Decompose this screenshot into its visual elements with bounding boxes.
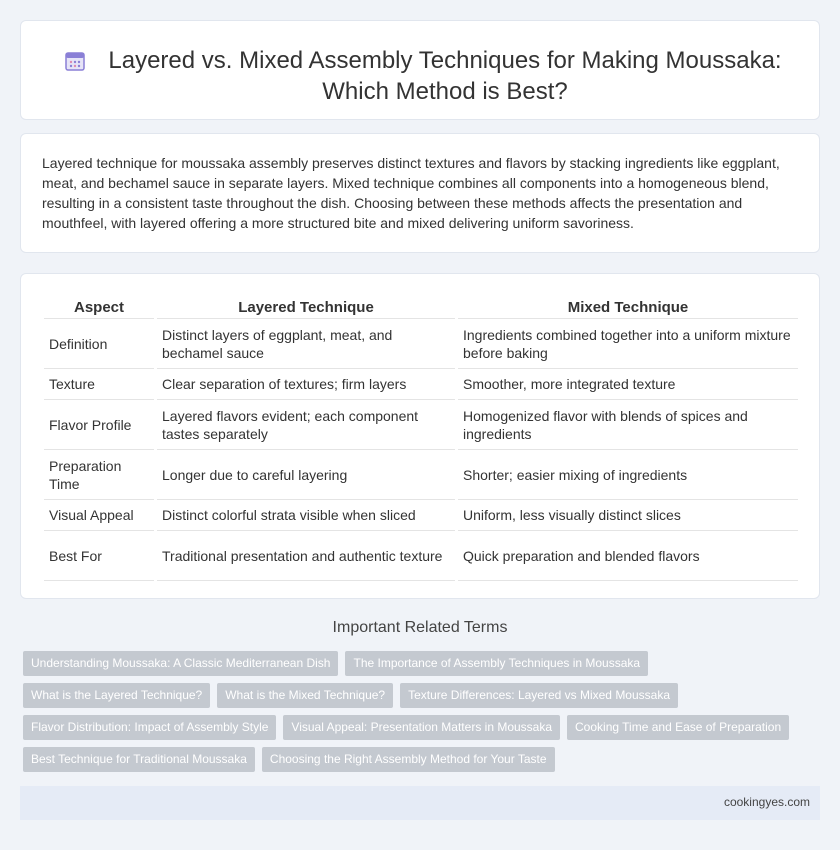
- calendar-icon: [63, 49, 87, 73]
- related-term-tag[interactable]: Best Technique for Traditional Moussaka: [23, 747, 255, 772]
- tag-row: [23, 683, 803, 708]
- table-cell: Distinct layers of eggplant, meat, and bechamel sauce: [157, 319, 455, 369]
- table-row: [44, 450, 798, 500]
- table-cell: Flavor Profile: [44, 400, 154, 450]
- table-cell: Visual Appeal: [44, 500, 154, 531]
- table-cell: Distinct colorful strata visible when sliced: [157, 500, 455, 531]
- table-cell: Best For: [44, 531, 154, 581]
- related-term-tag[interactable]: What is the Layered Technique?: [23, 683, 210, 708]
- intro-card: [20, 133, 820, 253]
- tag-row: [23, 747, 803, 772]
- table-cell: Traditional presentation and authentic texture: [157, 531, 455, 581]
- related-terms-list: [23, 651, 803, 779]
- header-aspect: Aspect: [44, 292, 154, 319]
- intro-paragraph: Layered technique for moussaka assembly preserves distinct textures and flavors by stacking ingredients like eggplant, meat, and bechamel sauce in separate layers. Mixed technique combines all components into a homogeneous blend, resulting in a consistent taste throughout the dish. Choosing between these methods affects the presentation and mouthfeel, with layered offering a more structured bite and mixed delivering uniform savoriness.: [42, 155, 780, 231]
- footer: [20, 786, 820, 820]
- table-row: [44, 400, 798, 450]
- header-mixed: Mixed Technique: [458, 292, 798, 319]
- related-term-tag[interactable]: Choosing the Right Assembly Method for Your Taste: [262, 747, 555, 772]
- table-cell: Smoother, more integrated texture: [458, 369, 798, 400]
- related-term-tag[interactable]: Visual Appeal: Presentation Matters in Moussaka: [283, 715, 560, 740]
- table-cell: Layered flavors evident; each component tastes separately: [157, 400, 455, 450]
- table-cell: Ingredients combined together into a uniform mixture before baking: [458, 319, 798, 369]
- title-card: [20, 20, 820, 120]
- related-term-tag[interactable]: Texture Differences: Layered vs Mixed Moussaka: [400, 683, 678, 708]
- footer-site-link[interactable]: cookingyes.com: [723, 795, 810, 809]
- table-row: [44, 531, 798, 581]
- comparison-table: [41, 292, 801, 581]
- tag-row: [23, 651, 803, 676]
- related-terms-title: Important Related Terms: [332, 619, 508, 636]
- page-title: Layered vs. Mixed Assembly Techniques for Making Moussaka: Which Method is Best?: [108, 47, 782, 105]
- table-cell: Uniform, less visually distinct slices: [458, 500, 798, 531]
- table-row: [44, 369, 798, 400]
- table-cell: Definition: [44, 319, 154, 369]
- table-cell: Texture: [44, 369, 154, 400]
- table-header-row: [44, 292, 798, 319]
- table-cell: Shorter; easier mixing of ingredients: [458, 450, 798, 500]
- table-cell: Homogenized flavor with blends of spices and ingredients: [458, 400, 798, 450]
- related-term-tag[interactable]: Understanding Moussaka: A Classic Mediterranean Dish: [23, 651, 338, 676]
- header-layered: Layered Technique: [157, 292, 455, 319]
- tag-row: [23, 715, 803, 740]
- table-row: [44, 500, 798, 531]
- related-term-tag[interactable]: Cooking Time and Ease of Preparation: [567, 715, 789, 740]
- related-term-tag[interactable]: The Importance of Assembly Techniques in Moussaka: [345, 651, 648, 676]
- related-term-tag[interactable]: What is the Mixed Technique?: [217, 683, 393, 708]
- table-row: [44, 319, 798, 369]
- table-cell: Clear separation of textures; firm layers: [157, 369, 455, 400]
- table-cell: Quick preparation and blended flavors: [458, 531, 798, 581]
- related-term-tag[interactable]: Flavor Distribution: Impact of Assembly Style: [23, 715, 276, 740]
- table-cell: Longer due to careful layering: [157, 450, 455, 500]
- comparison-card: [20, 273, 820, 599]
- table-cell: Preparation Time: [44, 450, 154, 500]
